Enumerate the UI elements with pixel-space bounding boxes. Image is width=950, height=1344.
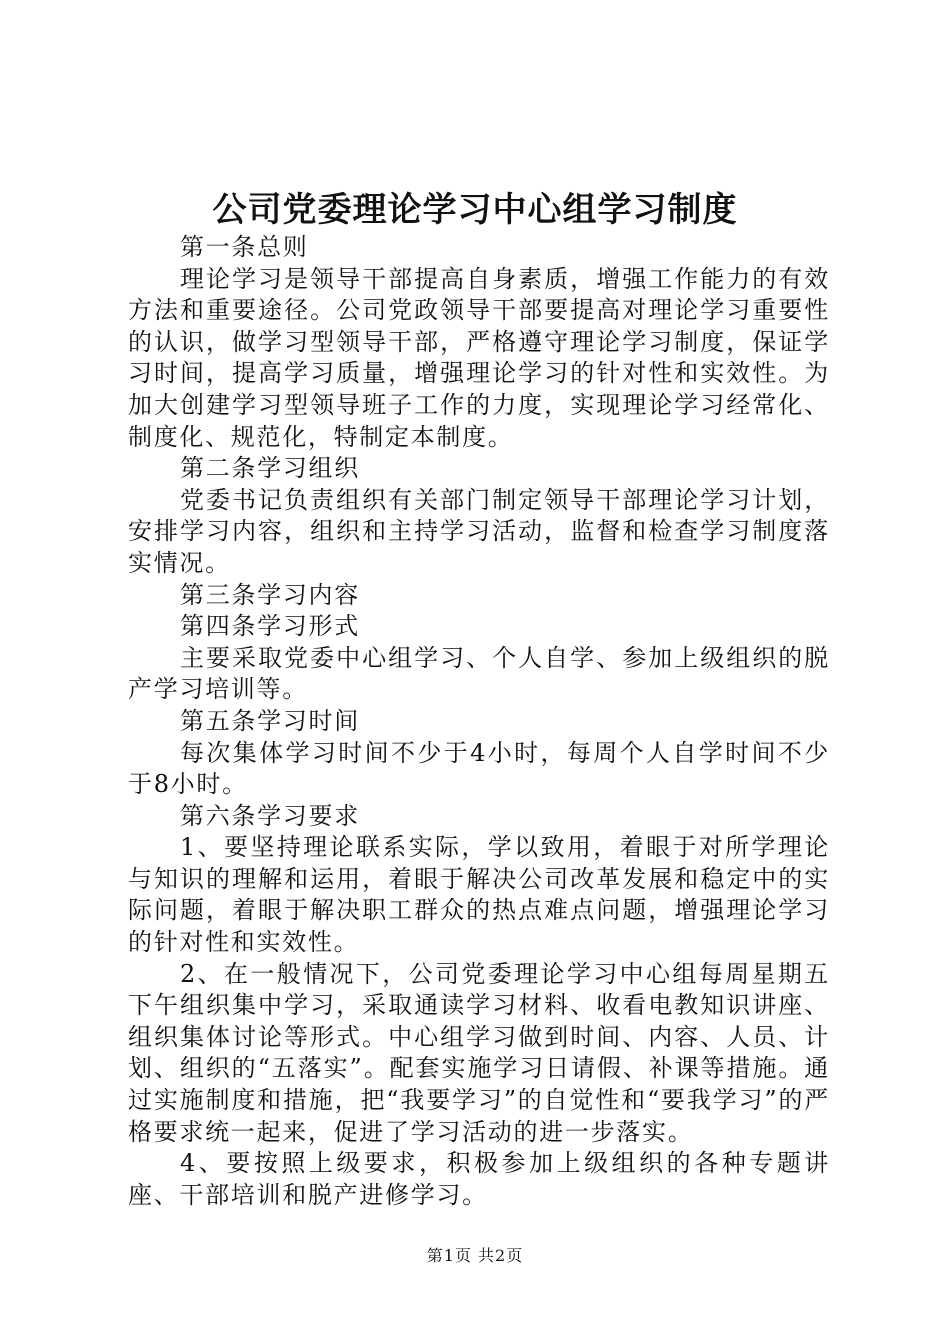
article-1-heading: 第一条总则 [180, 233, 309, 261]
article-4-paragraph: 主要采取党委中心组学习、个人自学、参加上级组织的脱产学习培训等。 [128, 643, 830, 704]
article-6-item-1: 1、要坚持理论联系实际，学以致用，着眼于对所学理论与知识的理解和运用，着眼于解决公司改革发展和稳定中的实际问题，着眼于解决职工群众的热点难点问题，增强理论学习的针对性和实效性。 [128, 833, 830, 957]
page-number-footer: 第1页 共2页 [426, 1246, 524, 1265]
article-4-heading: 第四条学习形式 [180, 612, 360, 641]
article-6-item-4: 4、要按照上级要求，积极参加上级组织的各种专题讲座、干部培训和脱产进修学习。 [128, 1149, 830, 1209]
article-5-paragraph: 每次集体学习时间不少于4小时，每周个人自学时间不少于8小时。 [128, 738, 830, 799]
document-title: 公司党委理论学习中心组学习制度 [212, 190, 738, 230]
document-body [128, 232, 830, 1211]
article-5-heading: 第五条学习时间 [180, 706, 360, 735]
article-2-heading: 第二条学习组织 [180, 454, 360, 483]
article-1-paragraph: 理论学习是领导干部提高自身素质，增强工作能力的有效方法和重要途径。公司党政领导干部要提高对理论学习重要性的认识，做学习型领导干部，严格遵守理论学习制度，保证学习时间，提高学习质量，增强理论学习的针对性和实效性。为加大创建学习型领导班子工作的力度，实现理论学习经常化、制度化、规范化，特制定本制度。 [128, 264, 830, 451]
article-6-heading: 第六条学习要求 [180, 801, 360, 830]
article-6-item-2: 2、在一般情况下，公司党委理论学习中心组每周星期五下午组织集中学习，采取通读学习材料、收看电教知识讲座、组织集体讨论等形式。中心组学习做到时间、内容、人员、计划、组织的“五落实”。配套实施学习日请假、补课等措施。通过实施制度和措施，把“我要学习”的自觉性和“要我学习”的严格要求统一起来，促进了学习活动的进一步落实。 [128, 959, 830, 1146]
article-2-paragraph: 党委书记负责组织有关部门制定领导干部理论学习计划，安排学习内容，组织和主持学习活动，监督和检查学习制度落实情况。 [128, 485, 830, 577]
article-3-heading: 第三条学习内容 [180, 580, 360, 609]
